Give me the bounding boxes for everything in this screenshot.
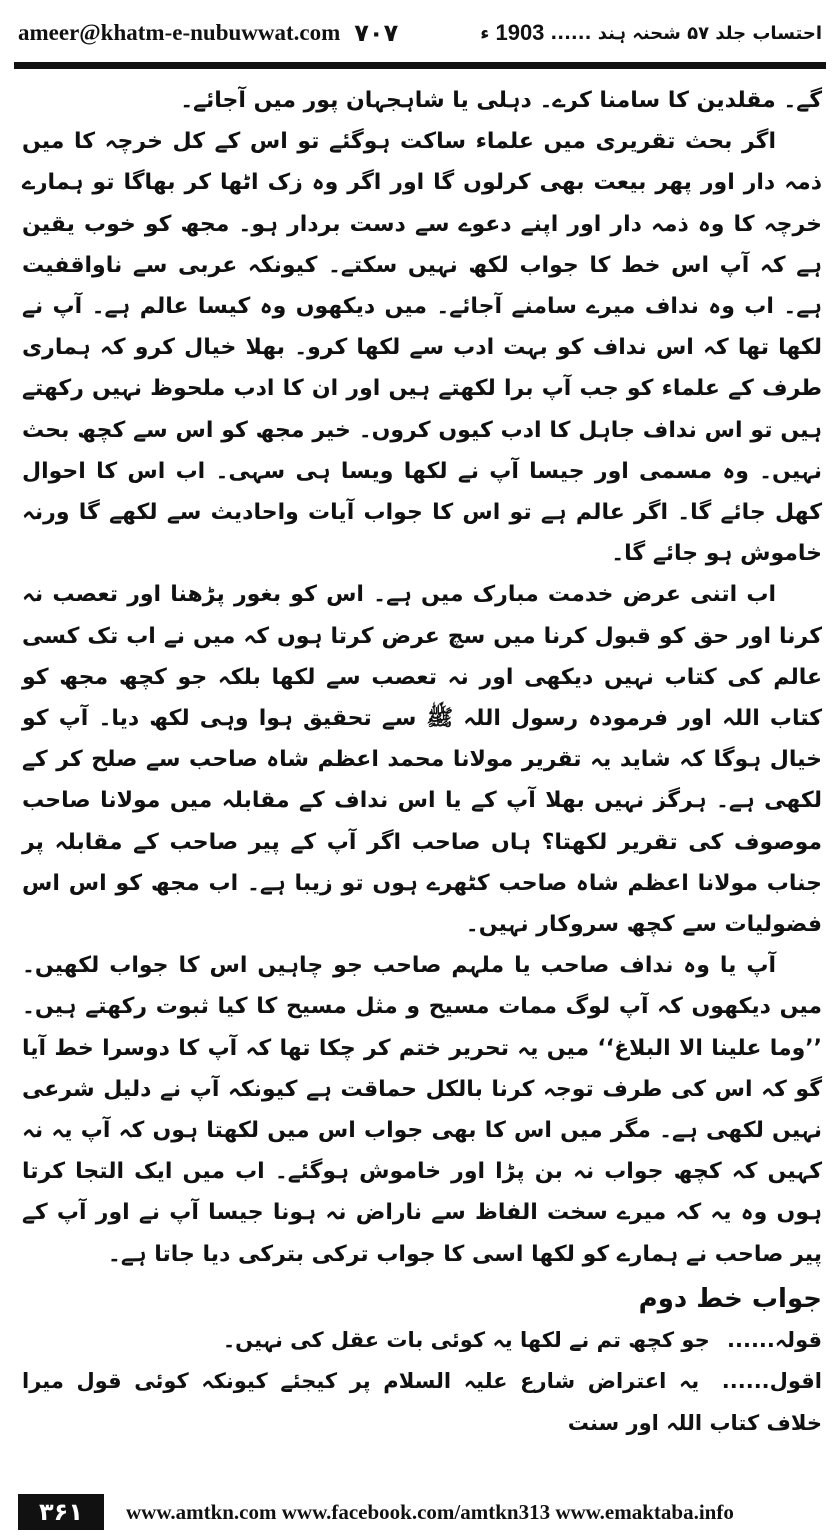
header-year-suffix: ء: [480, 22, 490, 44]
header-email[interactable]: ameer@khatm-e-nubuwwat.com: [18, 20, 341, 45]
paragraph-2: اگر بحث تقریری میں علماء ساکت ہوگئے تو اس کے کل خرچہ کا میں ذمہ دار اور پھر بیعت بھی کرلوں گا اور اگر وہ زک اٹھا کر بھاگا تو ہمارے خرچہ کا وہ ذمہ دار اور اپنے دعوے سے دست بردار ہو۔ مجھ کو خوب یقین ہے کہ آپ اس خط کا جواب لکھ نہیں سکتے۔ کیونکہ عربی سے ناواقفیت ہے۔ اب وہ نداف میرے سامنے آجائے۔ میں دیکھوں وہ کیسا عالم ہے۔ آپ نے لکھا تھا کہ اس نداف کو بہت ادب سے لکھا کرو۔ بھلا خیال کرو کہ ہماری طرف کے علماء کو جب آپ برا لکھتے ہیں اور ان کا ادب ملحوظ نہیں رکھتے ہیں تو اس نداف جاہل کا ادب کیوں کروں۔ خیر مجھ کو اس سے کچھ بحث نہیں۔ وہ مسمی اور جیسا آپ نے لکھا ویسا ہی سہی۔ اب اس کا احوال کھل جائے گا۔ اگر عالم ہے تو اس کا جواب آیات واحادیث سے لکھے گا ورنہ خاموش ہو جائے گا۔: [22, 129, 822, 567]
header-left: [18, 19, 398, 47]
header-rule: [14, 62, 826, 69]
aqool-text: یہ اعتراض شارع علیہ السلام پر کیجئے کیونکہ کوئی قول میرا خلاف کتاب اللہ اور سنت: [22, 1369, 822, 1435]
aqool-label: اقول......: [721, 1369, 822, 1394]
section-heading: جواب خط دوم: [638, 1283, 822, 1314]
page-footer: [18, 1490, 822, 1534]
paragraph-4: آپ یا وہ نداف صاحب یا ملہم صاحب جو چاہیں اس کا جواب لکھیں۔ میں دیکھوں کہ آپ لوگ ممات مسیح و مثل مسیح کا کیا ثبوت رکھتے ہیں۔ ’’وما علینا الا البلاغ‘‘ میں یہ تحریر ختم کر چکا تھا کہ آپ کا دوسرا خط آیا گو کہ اس کی طرف توجہ کرنا بالکل حماقت ہے کیونکہ آپ نے دلیل شرعی نہیں لکھی ہے۔ مگر میں اس کا بھی جواب اس میں لکھتا ہوں کہ آپ یہ نہ کہیں کہ کچھ جواب نہ بن پڑا اور خاموش ہوگئے۔ اب میں ایک التجا کرتا ہوں وہ یہ کہ میرے سخت الفاظ سے ناراض نہ ہونا جیسا آپ نے اور آپ کے پیر صاحب نے ہمارے کو لکھا اسی کا جواب ترکی بترکی دیا جاتا ہے۔: [22, 953, 822, 1267]
paragraph-3: اب اتنی عرض خدمت مبارک میں ہے۔ اس کو بغور پڑھنا اور تعصب نہ کرنا اور حق کو قبول کرنا میں سچ عرض کرتا ہوں کہ میں نے اب تک کسی عالم کی کتاب نہیں دیکھی اور نہ تعصب سے لکھا بلکہ جو کچھ مجھ کو کتاب اللہ اور فرمودہ رسول اللہ ﷺ سے تحقیق ہوا وہی لکھ دیا۔ آپ کو خیال ہوگا کہ شاید یہ تقریر مولانا محمد اعظم شاہ صاحب سے صلح کر کے لکھی ہے۔ ہرگز نہیں بھلا آپ کے یا اس نداف کے مقابلہ میں مولانا صاحب موصوف کی تقریر لکھتا؟ ہاں صاحب اگر آپ کے پیر صاحب کے مقابلہ پر جناب مولانا اعظم شاہ صاحب کٹھرے ہوں تو زیبا ہے۔ اب مجھ کو اس اس فضولیات سے کچھ سروکار نہیں۔: [22, 582, 822, 938]
qaul-text: جو کچھ تم نے لکھا یہ کوئی بات عقل کی نہیں۔: [222, 1328, 710, 1353]
header-page-number: ۷۰۷: [354, 19, 399, 47]
paragraph-1: گے۔ مقلدین کا سامنا کرے۔ دہلی یا شاہجہان پور میں آجائے۔: [180, 88, 822, 113]
qaul-line: [22, 1320, 822, 1361]
header-year: 1903: [495, 20, 545, 45]
header-book-title: احتساب جلد ۵۷ شحنہ ہند ......: [550, 22, 822, 44]
page-header: [18, 10, 822, 56]
qaul-label: قولہ......: [727, 1328, 822, 1353]
page-body: [22, 80, 822, 1470]
header-book-info: [480, 20, 822, 46]
aqool-line: [22, 1361, 822, 1443]
footer-page-number: ۳۶۱: [18, 1494, 104, 1530]
footer-links[interactable]: www.amtkn.com www.facebook.com/amtkn313 www.emaktaba.info: [126, 1499, 734, 1524]
